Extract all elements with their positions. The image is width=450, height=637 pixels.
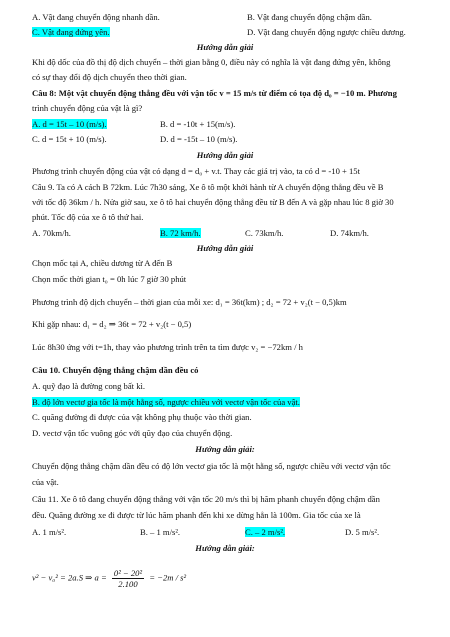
q-prev-option-b: B. Vật đang chuyển động chậm dần. <box>247 12 372 22</box>
q10-option-c: C. quãng đường đi được của vật không phụ thuộc vào thời gian. <box>32 412 252 422</box>
question-10-text: Câu 10. Chuyển động thẳng chậm dần đều có <box>32 365 199 375</box>
formula-denominator: 2.100 <box>118 579 138 589</box>
q11-option-c: C. – 2 m/s². <box>245 527 286 537</box>
q8-option-a: A. d = 15t – 10 (m/s). <box>32 119 107 129</box>
q11-option-a: A. 1 m/s². <box>32 527 67 537</box>
solution-heading: Hướng dẫn giải: <box>195 543 255 553</box>
question-9-text: phút. Tốc độ của xe ô tô thứ hai. <box>32 212 144 222</box>
q10-option-a: A. quỹ đạo là đường cong bất kì. <box>32 381 146 391</box>
q-prev-option-a: A. Vật đang chuyển động nhanh dần. <box>32 12 160 22</box>
solution-text: Chọn mốc tại A, chiều dương từ A đến B <box>32 258 173 268</box>
solution-text: Chọn mốc thời gian t₀ = 0h lúc 7 giờ 30 phút <box>32 274 187 284</box>
q11-option-b: B. – 1 m/s². <box>140 527 181 537</box>
solution-text: có sự thay đổi độ dịch chuyển theo thời gian. <box>32 72 187 82</box>
solution-text: Lúc 8h30 ứng với t=1h, thay vào phương trình trên ta tìm được v₂ = −72km / h <box>32 342 303 352</box>
q9-option-a: A. 70km/h. <box>32 228 71 238</box>
solution-text: Phương trình độ dịch chuyển – thời gian của mỗi xe: d₁ = 36t(km) ; d₂ = 72 + v₂(t − 0,5)km <box>32 297 347 307</box>
question-9-text: Câu 9. Ta có A cách B 72km. Lúc 7h30 sáng, Xe ô tô một khởi hành từ A chuyển động thẳng đều về B <box>32 182 384 192</box>
q10-option-d: D. vectơ vận tốc vuông góc với qũy đạo của chuyển động. <box>32 428 233 438</box>
question-11-text: Câu 11. Xe ô tô đang chuyển động thẳng với vận tốc 20 m/s thì bị hãm phanh chuyển động chậm dần <box>32 494 380 504</box>
solution-heading: Hướng dẫn giải <box>196 42 254 52</box>
solution-heading: Hướng dẫn giải <box>196 243 254 253</box>
question-11-text: đều. Quãng đường xe đi được từ lúc hãm phanh đến khi xe dừng hẳn là 100m. Gia tốc của xe là <box>32 510 361 520</box>
solution-text: Khi độ dốc của đồ thị độ dịch chuyển – thời gian bằng 0, điều này có nghĩa là vật đang đứng yên, không <box>32 57 391 67</box>
solution-text: Khi gặp nhau: d₁ = d₂ ⇒ 36t = 72 + v₂(t − 0,5) <box>32 319 192 329</box>
q8-option-d: D. d = -15t – 10 (m/s). <box>160 134 238 144</box>
q9-option-d: D. 74km/h. <box>330 228 369 238</box>
question-8-text: trình chuyển động của vật là gì? <box>32 103 143 113</box>
formula-fraction <box>112 568 144 589</box>
q8-option-c: C. d = 15t + 10 (m/s). <box>32 134 107 144</box>
q9-option-b: B. 72 km/h. <box>160 228 201 238</box>
q8-option-b: B. d = -10t + 15(m/s). <box>160 119 236 129</box>
q10-option-b: B. độ lớn vectơ gia tốc là một hằng số, ngược chiều với vectơ vận tốc của vật. <box>32 397 300 407</box>
q-prev-option-d: D. Vật đang chuyển động ngược chiều dương. <box>247 27 406 37</box>
solution-text: của vật. <box>32 477 59 487</box>
solution-heading: Hướng dẫn giải: <box>195 444 255 454</box>
formula-left: v² − v₀² = 2a.S ⇒ a = <box>32 572 107 583</box>
question-9-text: với tốc độ 36km / h. Nửa giờ sau, xe ô tô hai chuyển động thẳng đều từ B đến A và gặp nhau lúc 8 giờ 30 <box>32 197 394 207</box>
q11-option-d: D. 5 m/s². <box>345 527 380 537</box>
formula-right: = −2m / s² <box>149 572 187 583</box>
solution-text: Chuyển động thẳng chậm dần đều có độ lớn vectơ gia tốc là một hằng số, ngược chiều với vectơ vận tốc <box>32 461 391 471</box>
solution-heading: Hướng dẫn giải <box>196 150 254 160</box>
formula-numerator: 0² − 20² <box>113 568 143 578</box>
q9-option-c: C. 73km/h. <box>245 228 284 238</box>
q-prev-option-c: C. Vật đang đứng yên. <box>32 27 110 37</box>
solution-text: Phương trình chuyển động của vật có dạng d = d₀ + v.t. Thay các giá trị vào, ta có d = -10 + 15t <box>32 166 360 176</box>
acceleration-formula <box>32 568 186 589</box>
question-8-text: Câu 8: Một vật chuyển động thẳng đều với vận tốc v = 15 m/s từ điểm có tọa độ d₀ = −10 m. Phương <box>32 88 397 98</box>
